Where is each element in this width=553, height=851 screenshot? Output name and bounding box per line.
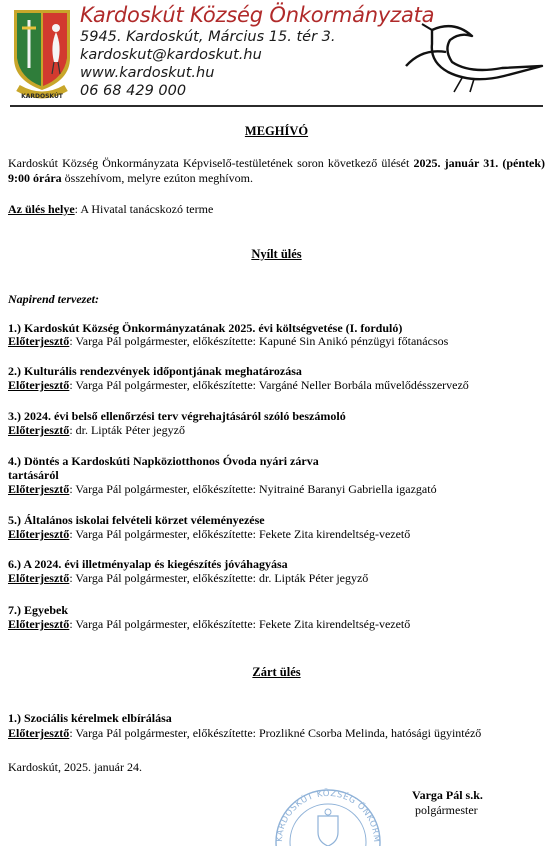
org-address: 5945. Kardoskút, Március 15. tér 3. — [80, 29, 336, 45]
intro-part1: Kardoskút Község Önkormányzata Képviselő-testületének soron következő ülését — [8, 156, 414, 170]
agenda-item-4-presenter: Előterjesztő: Varga Pál polgármester, előkészítette: Nyitrainé Baranyi Gabriella igazgató — [8, 482, 437, 496]
document-title: MEGHÍVÓ — [244, 124, 309, 138]
official-stamp-icon — [272, 776, 384, 846]
org-phone: 06 68 429 000 — [80, 83, 187, 99]
intro-orara: órára — [33, 171, 62, 185]
closed-item-1-presenter: Előterjesztő: Varga Pál polgármester, előkészítette: Prozlikné Csorba Melinda, hatósági ügyintéző — [8, 726, 482, 740]
agenda-item-7-title: 7.) Egyebek — [8, 603, 68, 617]
intro-part3: összehívom, melyre ezúton meghívom. — [61, 171, 253, 185]
agenda-item-2-presenter: Előterjesztő: Varga Pál polgármester, előkészítette: Vargáné Neller Borbála művelődésszervező — [8, 378, 469, 392]
agenda-item-7-presenter: Előterjesztő: Varga Pál polgármester, előkészítette: Fekete Zita kirendeltség-vezető — [8, 617, 411, 631]
agenda-item-4-title-cont: tartásáról — [8, 468, 59, 482]
agenda-item-5-presenter: Előterjesztő: Varga Pál polgármester, előkészítette: Fekete Zita kirendeltség-vezető — [8, 527, 411, 541]
venue-text: : A Hivatal tanácskozó terme — [74, 202, 214, 216]
signatory-name: Varga Pál s.k. — [412, 788, 483, 802]
agenda-item-6-title: 6.) A 2024. évi illetményalap és kiegészítés jóváhagyása — [8, 557, 288, 571]
closed-item-1-title: 1.) Szociális kérelmek elbírálása — [8, 711, 172, 725]
intro-paragraph — [8, 156, 545, 186]
agenda-item-1-presenter: Előterjesztő: Varga Pál polgármester, előkészítette: Kapuné Sin Anikó pénzügyi főtanácsos — [8, 334, 449, 348]
venue-label: Az ülés helye — [8, 202, 75, 216]
org-website[interactable]: www.kardoskut.hu — [80, 65, 215, 81]
agenda-item-2-title: 2.) Kulturális rendezvények időpontjának meghatározása — [8, 364, 302, 378]
org-name: Kardoskút Község Önkormányzata — [80, 3, 435, 27]
svg-text:KARDOSKÚT KÖZSÉG ÖNKORMÁNYZATA: KARDOSKÚT KÖZSÉG ÖNKORM — [274, 788, 382, 843]
agenda-item-5-title: 5.) Általános iskolai felvételi körzet véleményezése — [8, 513, 265, 527]
closed-session-heading: Zárt ülés — [252, 665, 301, 679]
agenda-label: Napirend tervezet: — [8, 292, 99, 306]
open-session-heading: Nyílt ülés — [251, 247, 302, 261]
agenda-item-3-title: 3.) 2024. évi belső ellenőrzési terv végrehajtásáról szóló beszámoló — [8, 409, 346, 423]
svg-text:KARDOSKÚT: KARDOSKÚT — [21, 93, 63, 100]
letterhead-divider — [10, 105, 543, 107]
org-email[interactable]: kardoskut@kardoskut.hu — [80, 47, 262, 63]
signatory-role: polgármester — [415, 803, 478, 817]
place-date: Kardoskút, 2025. január 24. — [8, 760, 142, 774]
coat-of-arms-logo — [10, 6, 74, 104]
meeting-date: 2025. január 31. (péntek) 9:00 — [8, 156, 545, 185]
agenda-item-6-presenter: Előterjesztő: Varga Pál polgármester, előkészítette: dr. Lipták Péter jegyző — [8, 571, 369, 585]
heron-logo-icon — [392, 18, 544, 94]
agenda-item-1-title: 1.) Kardoskút Község Önkormányzatának 2025. évi költségvetése (I. forduló) — [8, 321, 403, 335]
agenda-item-4-title: 4.) Döntés a Kardoskúti Napköziotthonos Óvoda nyári zárva — [8, 454, 319, 468]
venue-line — [8, 202, 213, 217]
agenda-item-3-presenter: Előterjesztő: dr. Lipták Péter jegyző — [8, 423, 185, 437]
